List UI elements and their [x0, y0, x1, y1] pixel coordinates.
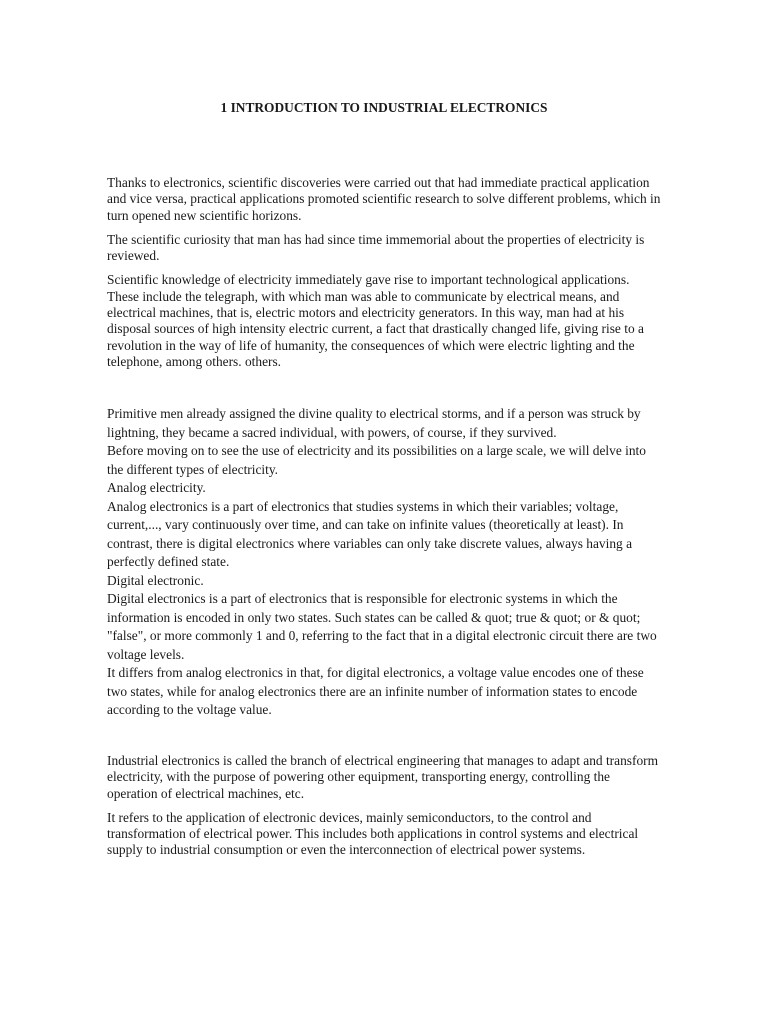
paragraph: Digital electronics is a part of electronics that is responsible for electronic systems in which the information is encoded in only two states. Such states can be called & quot; true & quot; or & quot; "false", or more commonly 1 and 0, referring to the fact that in a digital electronic circuit there are two voltage levels. [107, 591, 657, 662]
section-intro [107, 175, 663, 370]
subheading-analog: Analog electricity. [107, 480, 206, 495]
section-industrial-electronics [107, 753, 663, 859]
paragraph: Primitive men already assigned the divine quality to electrical storms, and if a person was struck by lightning, they became a sacred individual, with powers, of course, if they survived. [107, 406, 641, 440]
paragraph: Analog electronics is a part of electronics that studies systems in which their variables; voltage, current,..., vary continuously over time, and can take on infinite values (theoretically at least). In contrast, there is digital electronics where variables can only take discrete values, always having a perfectly defined state. [107, 498, 633, 569]
paragraph: It refers to the application of electronic devices, mainly semiconductors, to the control and transformation of electrical power. This includes both applications in control systems and electrical supply to industrial consumption or even the interconnection of electrical power systems. [107, 809, 639, 858]
section-types-of-electricity [107, 405, 663, 720]
subheading-digital: Digital electronic. [107, 572, 204, 588]
paragraph: Thanks to electronics, scientific discoveries were carried out that had immediate practical application and vice versa, practical applications promoted scientific research to solve different problems, which in turn opened new scientific horizons. [107, 175, 661, 223]
paragraph: Industrial electronics is called the branch of electrical engineering that manages to adapt and transform electricity, with the purpose of powering other equipment, transporting energy, controlling the operation of electrical machines, etc. [107, 753, 659, 801]
page-title: 1 INTRODUCTION TO INDUSTRIAL ELECTRONICS [220, 100, 548, 115]
paragraph: Scientific knowledge of electricity immediately gave rise to important technological applications. These include the telegraph, with which man was able to communicate by electrical means, and electrical machines, that is, electric motors and electricity generators. In this way, man had at his disposal sources of high intensity electric current, a fact that drastically changed life, giving rise to a revolution in the way of life of humanity, the consequences of which were electric lighting and the telephone, among others. others. [107, 272, 644, 369]
paragraph: It differs from analog electronics in that, for digital electronics, a voltage value encodes one of these two states, while for analog electronics there are an infinite number of information states to encode according to the voltage value. [107, 665, 644, 717]
paragraph: The scientific curiosity that man has had since time immemorial about the properties of electricity is reviewed. [107, 231, 645, 264]
paragraph: Before moving on to see the use of electricity and its possibilities on a large scale, we will delve into the different types of electricity. [107, 443, 646, 477]
